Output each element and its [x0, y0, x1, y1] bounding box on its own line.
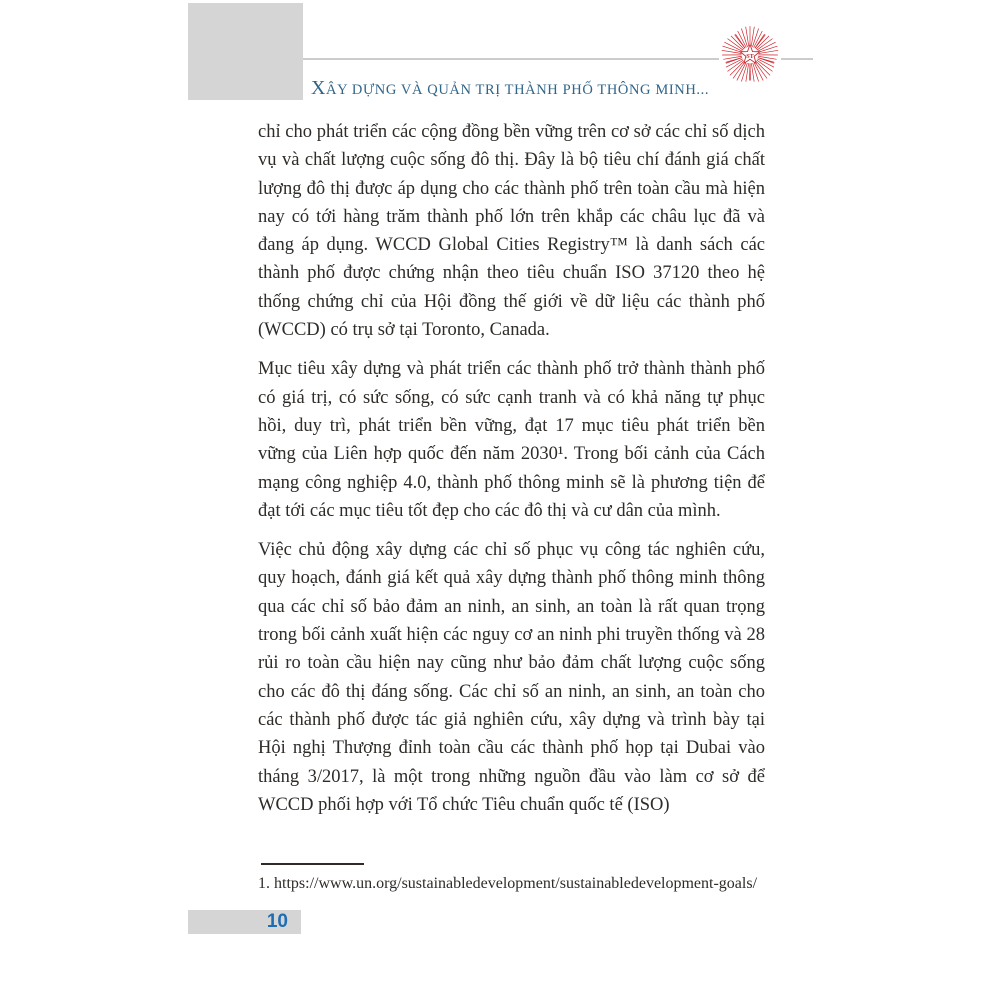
footnote: 1. https://www.un.org/sustainabledevelopment/sustainabledevelopment-goals/ — [258, 875, 758, 892]
logo-monogram: ST — [746, 53, 754, 60]
page-number-bar — [188, 910, 301, 934]
running-header — [311, 77, 731, 100]
running-header-text: ÂY DỰNG VÀ QUẢN TRỊ THÀNH PHỐ THÔNG MINH... — [326, 82, 710, 98]
header-corner-block — [188, 3, 303, 100]
body-text — [258, 118, 765, 830]
paragraph-1: chỉ cho phát triển các cộng đồng bền vững trên cơ sở các chỉ số dịch vụ và chất lượng cuộc sống đô thị. Đây là bộ tiêu chí đánh giá chất lượng đô thị được áp dụng cho các thành phố trên toàn cầu mà hiện nay có tới hàng trăm thành phố lớn trên khắp các châu lục đã và đang áp dụng. WCCD Global Cities Registry™ là danh sách các thành phố được chứng nhận theo tiêu chuẩn ISO 37120 theo hệ thống chứng chỉ của Hội đồng thế giới về dữ liệu các thành phố (WCCD) có trụ sở tại Toronto, Canada. — [258, 122, 765, 341]
running-header-initial: X — [311, 77, 327, 99]
page-number: 10 — [266, 911, 288, 932]
paragraph-2: Mục tiêu xây dựng và phát triển các thành phố trở thành thành phố có giá trị, có sức sống, có sức cạnh tranh và có khả năng tự phục hồi, duy trì, phát triển bền vững, đạt 17 mục tiêu phát triển bền vững của Liên hợp quốc đến năm 2030¹. Trong bối cảnh của Cách mạng công nghiệp 4.0, thành phố thông minh sẽ là phương tiện để đạt tới các mục tiêu tốt đẹp cho các đô thị và cư dân của mình. — [258, 359, 765, 521]
footnote-rule — [261, 863, 364, 865]
paragraph-3: Việc chủ động xây dựng các chỉ số phục vụ công tác nghiên cứu, quy hoạch, đánh giá kết quả xây dựng thành phố thông minh thông qua các chỉ số bảo đảm an ninh, an sinh, an toàn là rất quan trọng trong bối cảnh xuất hiện các nguy cơ an ninh phi truyền thống và 28 rủi ro toàn cầu hiện nay cũng như bảo đảm chất lượng cuộc sống cho các đô thị đáng sống. Các chỉ số an ninh, an sinh, an toàn cho các thành phố được tác giả nghiên cứu, xây dựng và trình bày tại Hội nghị Thượng đỉnh toàn cầu các thành phố họp tại Dubai vào tháng 3/2017, là một trong những nguồn đầu vào làm cơ sở để WCCD phối hợp với Tổ chức Tiêu chuẩn quốc tế (ISO) — [258, 540, 765, 815]
